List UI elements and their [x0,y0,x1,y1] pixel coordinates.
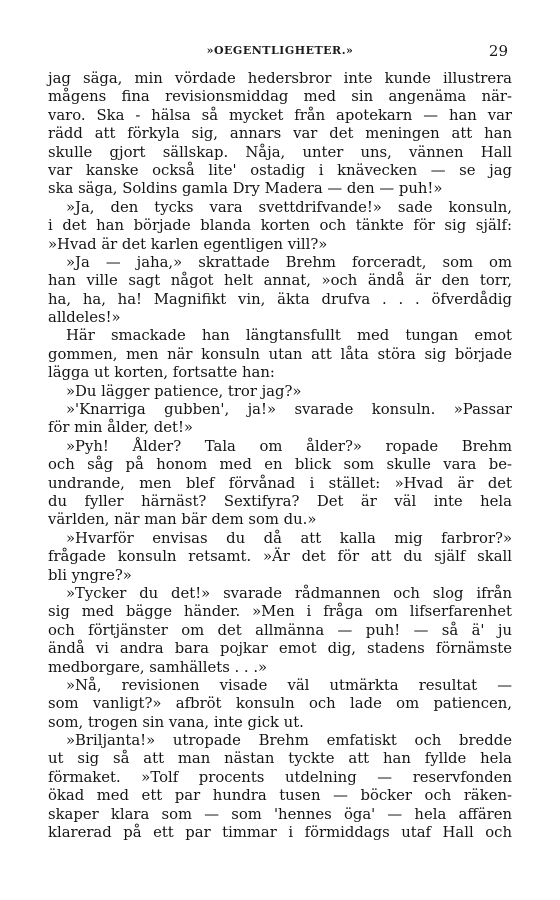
text-line: för min ålder, det!» [48,419,193,437]
text-line: »Ja, den tycks vara svettdrifvande!» sade konsuln, [66,198,512,216]
text-line: klarerad på ett par timmar i förmiddags utaf Hall och [48,824,512,842]
text-line: ökad med ett par hundra tusen — böcker och räken- [48,787,512,805]
text-line: mågens fina revisionsmiddag med sin angenäma när- [48,88,512,106]
text-line: sig med bägge händer. »Men i fråga om lifserfarenhet [48,603,512,621]
text-line: skaper klara som — som 'hennes öga' — hela affären [48,805,512,823]
text-line: han ville sagt något helt annat, »och ändå är den torr, [48,272,512,290]
text-line: som, trogen sin vana, inte gick ut. [48,713,304,731]
text-line: »Briljanta!» utropade Brehm emfatiskt och bredde [66,732,512,750]
text-line: »Hvarför envisas du då att kalla mig farbror?» [66,529,512,547]
text-line: och såg på honom med en blick som skulle vara be- [48,456,512,474]
text-line: »Hvad är det karlen egentligen vill?» [48,235,328,253]
text-line: alldeles!» [48,309,121,327]
text-line: och förtjänster om det allmänna — puh! — så ä' ju [48,621,512,639]
text-line: gommen, men när konsuln utan att låta störa sig började [48,345,512,363]
text-line: rädd att förkyla sig, annars var det meningen att han [48,125,512,143]
text-line: jag säga, min vördade hedersbror inte kunde illustrera [48,70,512,87]
text-line: medborgare, samhällets . . .» [48,658,268,676]
text-line: frågade konsuln retsamt. »Är det för att du själf skall [48,548,512,566]
text-line: var kanske också lite' ostadig i knävecken — se jag [48,161,512,179]
text-line: »Ja — jaha,» skrattade Brehm forceradt, som om [66,253,512,271]
body-text [48,70,512,842]
text-line: bli yngre?» [48,566,132,584]
text-line: lägga ut korten, fortsatte han: [48,364,275,382]
text-line: i det han började blanda korten och tänkte för sig själf: [48,217,512,235]
text-line: ha, ha, ha! Magnifikt vin, äkta drufva . . . öfverdådig [48,290,512,308]
text-line: skulle gjort sällskap. Nåja, unter uns, vännen Hall [48,143,512,161]
text-line: »'Knarriga gubben', ja!» svarade konsuln. »Passar [66,401,512,419]
text-line: undrande, men blef förvånad i stället: »Hvad är det [48,474,512,492]
text-line: »Tycker du det!» svarade rådmannen och slog ifrån [66,584,512,602]
text-line: ut sig så att man nästan tyckte att han fyllde hela [48,750,512,768]
text-line: ska säga, Soldins gamla Dry Madera — den — puh!» [48,180,443,198]
text-line: varo. Ska - hälsa så mycket från apotekarn — han var [48,106,512,124]
text-line: som vanligt?» afbröt konsuln och lade om patiencen, [48,695,512,713]
text-line: förmaket. »Tolf procents utdelning — reservfonden [48,768,512,786]
text-line: Här smackade han längtansfullt med tungan emot [66,327,512,345]
running-head: »OEGENTLIGHETER.» [206,44,354,57]
text-line: »Pyh! Ålder? Tala om ålder?» ropade Brehm [66,437,512,455]
text-line: världen, när man bär dem som du.» [48,511,317,529]
text-line: »Du lägger patience, tror jag?» [66,382,302,400]
page-number: 29 [488,42,508,60]
text-line: »Nå, revisionen visade väl utmärkta resultat — [66,676,512,694]
text-line: du fyller härnäst? Sextifyra? Det är väl inte hela [48,492,512,510]
text-line: ändå vi andra bara pojkar emot dig, stadens förnämste [48,640,512,658]
